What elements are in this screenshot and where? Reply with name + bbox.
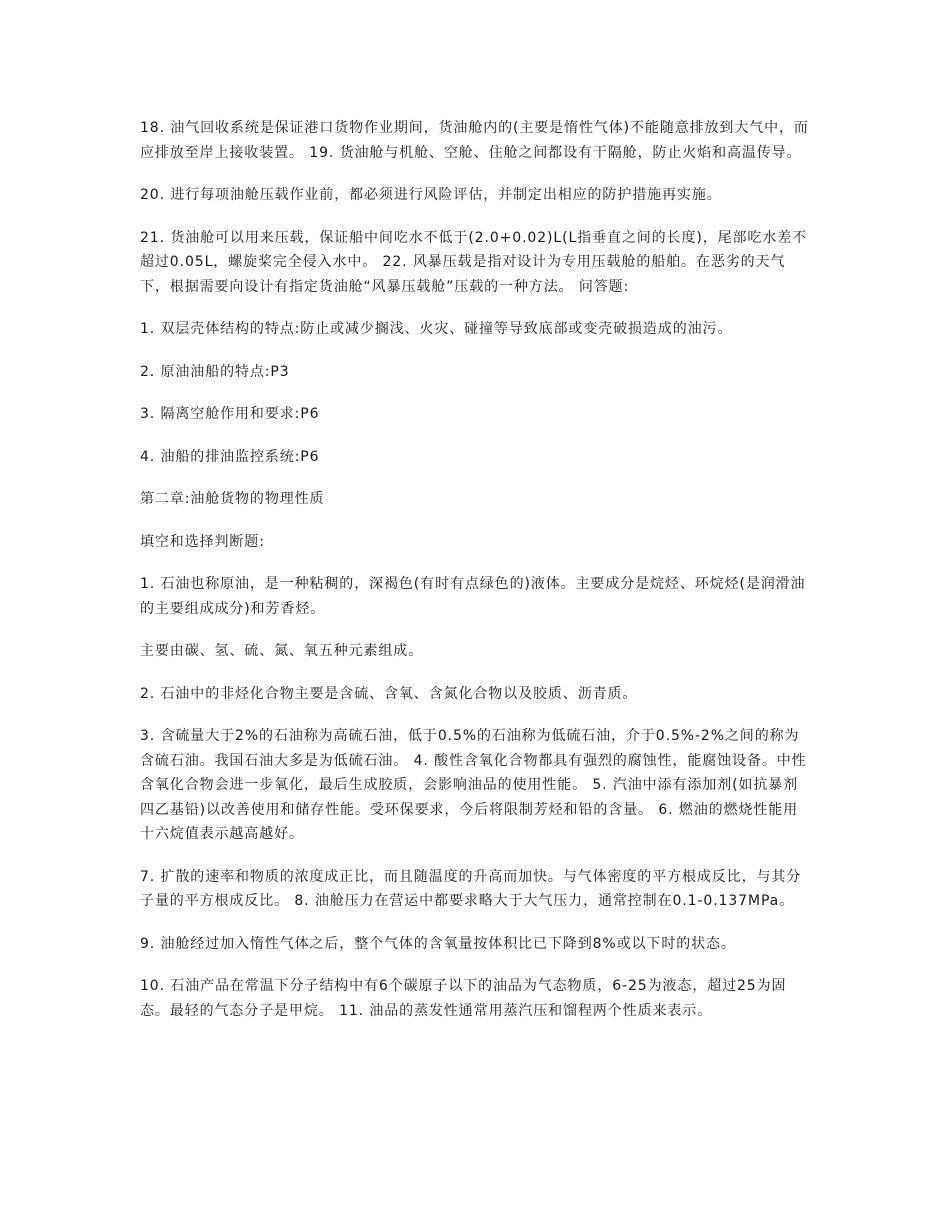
paragraph-qa-1 xyxy=(140,317,810,342)
paragraph-qa-2 xyxy=(140,360,810,385)
text-segment: 19. 货油舱与机舱、空舱、住舱之间都设有干隔舱，防止火焰和高温传导。 xyxy=(309,144,802,161)
text-segment: 6. 燃油的燃烧性能用十六烷值表示越高越好。 xyxy=(140,801,799,842)
section-heading xyxy=(140,530,810,555)
document-body xyxy=(140,116,810,1041)
text-segment: 1. 双层壳体结构的特点:防止或减少搁浅、火灾、碰撞等导致底部或变壳破损造成的油污。 xyxy=(140,321,733,337)
text-segment: 2. 原油油船的特点:P3 xyxy=(140,363,290,380)
text-segment: 22. 风暴压载是指对设计为专用压载舱的船舶。在恶劣的天气下，根据需要向设计有指定货油舱“风暴压载舱”压载的一种方法。 xyxy=(140,254,786,295)
paragraph-qa-4 xyxy=(140,445,810,470)
paragraph-ch2-9 xyxy=(140,932,810,957)
text-segment: 4. 油船的排油监控系统:P6 xyxy=(140,448,320,465)
text-segment: 7. 扩散的速率和物质的浓度成正比，而且随温度的升高而加快。与气体密度的平方根成反比，与其分子量的平方根成反比。 xyxy=(140,868,802,909)
paragraph-ch2-2 xyxy=(140,682,810,707)
text-segment: 第二章:油舱货物的物理性质 xyxy=(140,491,325,507)
paragraph-20 xyxy=(140,183,810,208)
paragraph-ch2-1 xyxy=(140,572,810,621)
text-segment: 2. 石油中的非烃化合物主要是含硫、含氧、含氮化合物以及胶质、沥青质。 xyxy=(140,685,638,702)
text-segment: 4. 酸性含氧化合物都具有强烈的腐蚀性，能腐蚀设备。中性含氧化合物会进一步氧化，最后生成胶质，会影响油品的使用性能。 xyxy=(140,752,807,793)
text-segment: 5. 汽油中添有添加剂(如抗暴剂四乙基铅)以改善使用和储存性能。受环保要求，今后将限制芳烃和铅的含量。 xyxy=(140,777,799,818)
paragraph-ch2-7-8 xyxy=(140,865,810,914)
text-segment: 11. 油品的蒸发性通常用蒸汽压和馏程两个性质来表示。 xyxy=(339,1002,713,1019)
text-segment: 8. 油舱压力在营运中都要求略大于大气压力，通常控制在0.1-0.137MPa。 xyxy=(294,893,795,909)
text-segment: 18. 油气回收系统是保证港口货物作业期间，货油舱内的(主要是惰性气体)不能随意排放到大气中，而应排放至岸上接收装置。 xyxy=(140,120,809,161)
text-segment: 3. 隔离空舱作用和要求:P6 xyxy=(140,406,320,422)
text-segment: 填空和选择判断题: xyxy=(140,533,265,550)
paragraph-ch2-3-6 xyxy=(140,724,810,847)
text-segment: 3. 含硫量大于2%的石油称为高硫石油，低于0.5%的石油称为低硫石油，介于0.5%-2%之间的称为含硫石油。我国石油大多是为低硫石油。 xyxy=(140,728,800,769)
text-segment: 主要由碳、氢、硫、氮、氧五种元素组成。 xyxy=(140,643,424,659)
chapter-heading xyxy=(140,487,810,512)
text-segment: 21. 货油舱可以用来压载，保证船中间吃水不低于(2.0+0.02)L(L指垂直之间的长度)，尾部吃水差不超过0.05L，螺旋桨完全侵入水中。 xyxy=(140,229,808,270)
text-segment: 10. 石油产品在常温下分子结构中有6个碳原子以下的油品为气态物质，6-25为液态，超过25为固态。最轻的气态分子是甲烷。 xyxy=(140,978,787,1019)
paragraph-18-19 xyxy=(140,116,810,165)
paragraph-ch2-10-11 xyxy=(140,974,810,1023)
text-segment: 1. 石油也称原油，是一种粘稠的，深褐色(有时有点绿色的)液体。主要成分是烷烃、环烷烃(是润滑油的主要组成成分)和芳香烃。 xyxy=(140,576,806,617)
text-segment: 问答题: xyxy=(578,278,630,295)
paragraph-qa-3 xyxy=(140,402,810,427)
text-segment: 20. 进行每项油舱压载作业前，都必须进行风险评估，并制定出相应的防护措施再实施。 xyxy=(140,187,722,203)
text-segment: 9. 油舱经过加入惰性气体之后，整个气体的含氧量按体积比已下降到8%或以下时的状态。 xyxy=(140,935,736,952)
paragraph-21-22 xyxy=(140,226,810,300)
paragraph-elements xyxy=(140,639,810,664)
